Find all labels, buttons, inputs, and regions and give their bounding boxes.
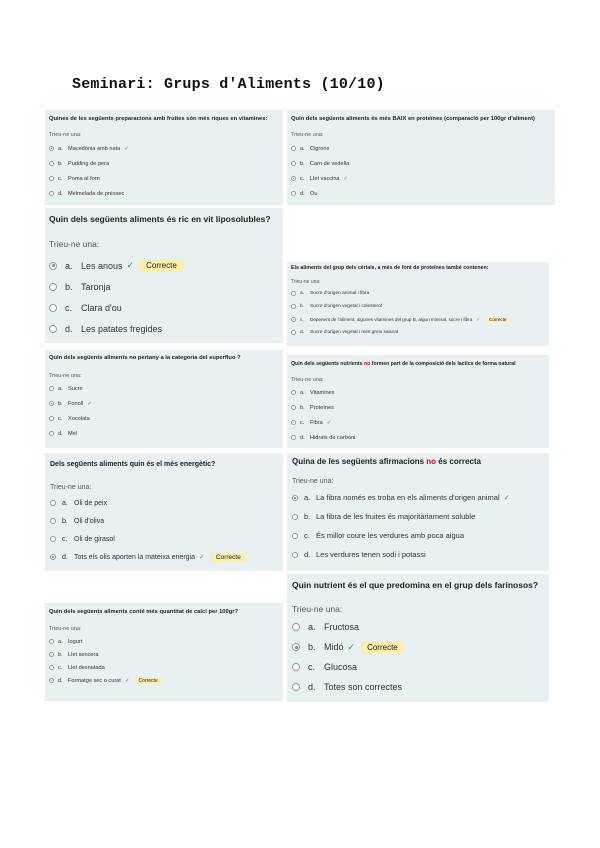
radio-icon[interactable] [292, 643, 300, 651]
radio-icon[interactable] [49, 176, 54, 181]
option-a[interactable]: a. Les anous ✓ Correcte [49, 255, 279, 276]
option-d[interactable]: d. Mel [49, 426, 279, 441]
choose-one-label: Trieu-ne una: [292, 604, 343, 614]
option-c[interactable]: c. Xocolata [49, 411, 279, 426]
question-text: Quin dels següents aliments conté més quantitat de calci per 100gr? [49, 609, 239, 615]
check-icon: ✓ [326, 419, 332, 426]
radio-icon[interactable] [292, 683, 300, 691]
question-card-5 [45, 350, 283, 448]
option-c[interactable]: c. Poma al forn [49, 171, 279, 186]
check-icon: ✓ [199, 554, 205, 561]
radio-icon[interactable] [291, 317, 296, 322]
radio-icon[interactable] [50, 518, 56, 524]
choose-one-label: Trieu-ne una: [291, 132, 324, 138]
question-text: Quines de les següents preparacions amb fruites són més riques en vitamines: [49, 116, 268, 122]
choose-one-label: Trieu-ne una: [292, 478, 334, 485]
option-d[interactable]: d. Formatge sec o curat ✓ Correcte [49, 674, 279, 687]
question-card-1 [45, 110, 283, 205]
radio-icon[interactable] [291, 330, 296, 335]
option-b[interactable]: b. Llet sencera [49, 648, 279, 661]
correct-badge: Correcte [361, 641, 404, 654]
check-icon: ✓ [87, 400, 92, 407]
radio-icon[interactable] [291, 161, 296, 166]
question-card-10 [287, 574, 549, 702]
option-c[interactable]: c. Depenent de l'aliment, algunes vitamines del grup B, algun mineral, sucre i fibra ✓ Correcte [291, 313, 545, 326]
check-icon: ✓ [343, 175, 349, 182]
radio-icon[interactable] [291, 435, 296, 440]
option-c[interactable]: c. Oli de girasol [50, 530, 278, 548]
option-c[interactable]: c. Fibra ✓ [291, 415, 545, 430]
check-icon: ✓ [126, 260, 135, 270]
option-c[interactable]: c. Llet vaccina ✓ [291, 171, 551, 186]
option-d[interactable]: d. Totes son correctes [292, 677, 544, 697]
radio-icon[interactable] [49, 161, 54, 166]
option-b[interactable]: b. Pudding de pera [49, 156, 279, 171]
correct-badge: Correcte [211, 553, 246, 562]
option-a[interactable]: a. Sucre d'origen animal i fibra [291, 287, 545, 300]
radio-icon[interactable] [49, 652, 54, 657]
question-card-7 [45, 453, 283, 571]
option-a[interactable]: a. Vitamines [291, 385, 545, 400]
radio-icon[interactable] [292, 623, 300, 631]
question-text: Els aliments del grup dels cèrials, a més de font de proteïnes també contenen: [291, 265, 489, 271]
question-text: Quin dels següents aliments és més BAIX en proteïnes (comparació per 100gr d'aliment) [291, 116, 535, 122]
radio-icon[interactable] [291, 191, 296, 196]
radio-icon[interactable] [49, 325, 57, 333]
radio-icon[interactable] [291, 420, 296, 425]
option-a[interactable]: a. Iogurt [49, 635, 279, 648]
radio-icon[interactable] [49, 665, 54, 670]
question-text: Dels següents aliments quin és el més energètic? [50, 461, 216, 468]
correct-badge: Correcte [136, 678, 161, 684]
radio-icon[interactable] [49, 262, 57, 270]
option-d[interactable]: d. Sucre d'origen vegetal i més greix saturat [291, 326, 545, 339]
radio-icon[interactable] [292, 552, 298, 558]
radio-icon[interactable] [291, 405, 296, 410]
radio-icon[interactable] [291, 390, 296, 395]
check-icon: ✓ [347, 641, 356, 652]
radio-icon[interactable] [49, 401, 54, 406]
option-b[interactable]: b. Carn de vedella [291, 156, 551, 171]
option-b[interactable]: b. La fibra de les fruites és majoritàriament soluble [292, 507, 544, 526]
option-d[interactable]: d. Les verdures tenen sodi i potassi [292, 545, 544, 564]
check-icon: ✓ [503, 493, 510, 502]
radio-icon[interactable] [292, 514, 298, 520]
page-title: Seminari: Grups d'Aliments (10/10) [72, 76, 385, 93]
question-text: Quin nutrient és el que predomina en el grup dels farinosos? [292, 580, 539, 590]
option-d[interactable]: d. Ou [291, 186, 551, 201]
option-b[interactable]: b. Proteïnes [291, 400, 545, 415]
option-a[interactable]: a. Sucre [49, 381, 279, 396]
choose-one-label: Trieu-ne una: [49, 626, 82, 632]
radio-icon[interactable] [49, 678, 54, 683]
option-a[interactable]: a. Cigrons [291, 141, 551, 156]
option-c[interactable]: c. Glucosa [292, 657, 544, 677]
radio-icon[interactable] [49, 639, 54, 644]
radio-icon[interactable] [50, 554, 56, 560]
radio-icon[interactable] [49, 431, 54, 436]
question-card-6 [287, 355, 549, 448]
question-text: Quina de les següents afirmacions no és correcta [292, 457, 481, 466]
radio-icon[interactable] [50, 500, 56, 506]
question-text: Quin dels següents nutrients no formen part de la composició dels lactics de forma natural [291, 361, 516, 367]
radio-icon[interactable] [49, 283, 57, 291]
choose-one-label: Trieu-ne una: [291, 279, 321, 285]
option-c[interactable]: c. És millor coure les verdures amb poca aigua [292, 526, 544, 545]
choose-one-label: Trieu-ne una: [49, 239, 100, 249]
option-d[interactable]: d. Melmelada de préssec [49, 186, 279, 201]
check-icon: ✓ [124, 677, 130, 684]
question-card-3 [45, 208, 283, 343]
option-c[interactable]: c. Llet desnatada [49, 661, 279, 674]
option-b[interactable]: b. Oli d'oliva [50, 512, 278, 530]
option-c[interactable]: c. Clara d'ou [49, 297, 279, 318]
radio-icon[interactable] [292, 533, 298, 539]
correct-badge: Correcte [140, 259, 183, 272]
radio-icon[interactable] [291, 176, 296, 181]
question-card-4 [287, 262, 549, 346]
choose-one-label: Trieu-ne una: [291, 377, 324, 383]
choose-one-label: Trieu-ne una: [49, 373, 82, 379]
question-card-9 [45, 603, 283, 701]
option-b[interactable]: b. Taronja [49, 276, 279, 297]
radio-icon[interactable] [49, 146, 54, 151]
option-a[interactable]: a. Macedònia amb nata ✓ [49, 141, 279, 156]
option-d[interactable]: d. Les patates fregides [49, 318, 279, 339]
question-text: Quin dels següents aliments és ric en vit liposolubles? [49, 214, 271, 224]
question-card-2 [287, 110, 555, 205]
radio-icon[interactable] [292, 495, 298, 501]
radio-icon[interactable] [49, 304, 57, 312]
option-a[interactable]: a. La fibra només es troba en els aliments d'origen animal ✓ [292, 488, 544, 507]
radio-icon[interactable] [49, 416, 54, 421]
radio-icon[interactable] [50, 536, 56, 542]
radio-icon[interactable] [291, 291, 296, 296]
radio-icon[interactable] [49, 191, 54, 196]
option-a[interactable]: a. Oli de peix [50, 494, 278, 512]
option-b[interactable]: b. Midó ✓ Correcte [292, 637, 544, 657]
option-b[interactable]: b. Sucre d'origen vegetal i colesterol [291, 300, 545, 313]
radio-icon[interactable] [291, 304, 296, 309]
choose-one-label: Trieu-ne una: [49, 132, 82, 138]
option-b[interactable]: b. Fonoll ✓ [49, 396, 279, 411]
option-d[interactable]: d. Tots els olis aporten la mateixa energia ✓ Correcte [50, 548, 278, 566]
check-icon: ✓ [124, 145, 129, 152]
question-text: Quin dels següents aliments no pertany a la categoria del superfluo ? [49, 355, 241, 361]
correct-badge: Correcte [486, 317, 509, 322]
option-a[interactable]: a. Fructosa [292, 617, 544, 637]
radio-icon[interactable] [291, 146, 296, 151]
radio-icon[interactable] [292, 663, 300, 671]
option-d[interactable]: d. Hidrats de carboni [291, 430, 545, 445]
radio-icon[interactable] [49, 386, 54, 391]
choose-one-label: Trieu-ne una: [50, 484, 92, 491]
check-icon: ✓ [476, 316, 481, 322]
question-card-8 [287, 453, 549, 571]
